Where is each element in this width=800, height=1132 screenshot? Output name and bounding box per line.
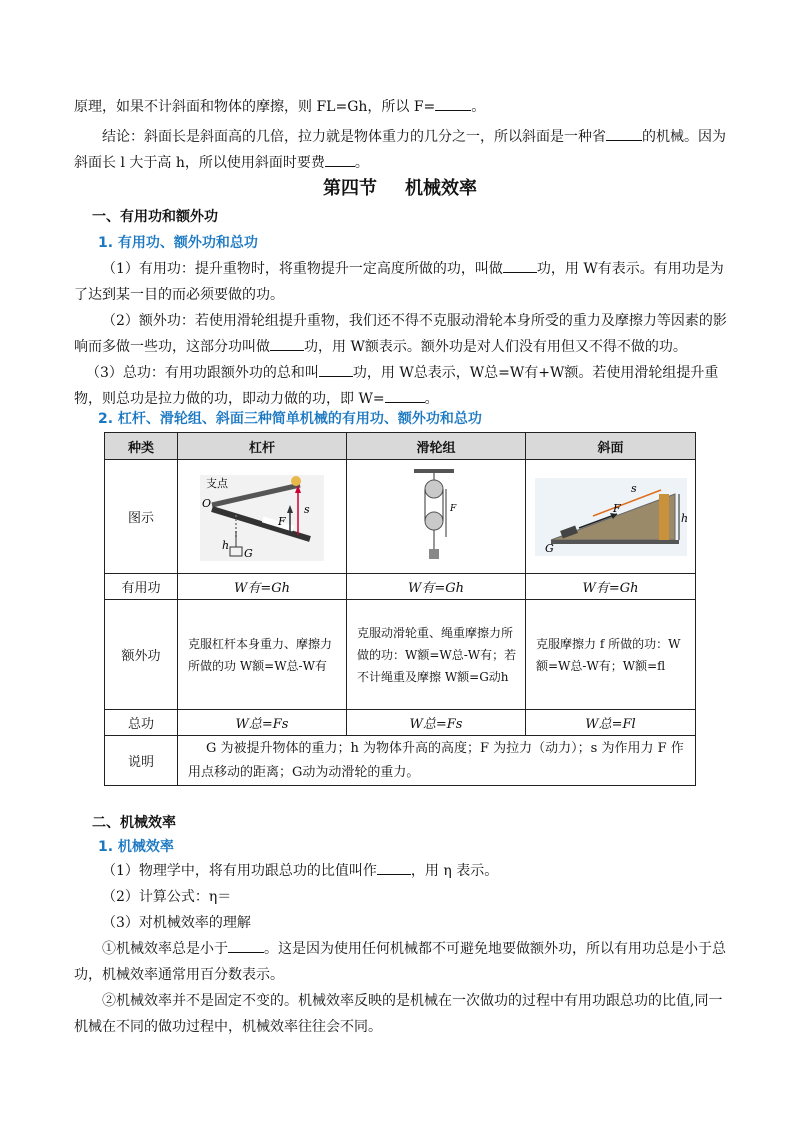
intro-text: 原理，如果不计斜面和物体的摩擦，则 FL=Gh，所以 F=: [74, 99, 436, 115]
answer-blank: [503, 257, 537, 273]
incline-useful: W有=Gh: [526, 574, 696, 600]
useful-work-paragraph: [74, 256, 734, 308]
weight-label: G: [431, 558, 438, 567]
para-end: 。: [424, 391, 439, 407]
eff-point-2: ②机械效率并不是固定不变的。机械效率反映的是机械在一次做功的过程中有用功跟总功的比值,同一机械在不同的做功过程中，机械效率往往会不同。: [74, 993, 723, 1035]
para-text: （2）额外功：若使用滑轮组提升重物，我们还不得不克服动滑轮本身所受的重力及摩擦力等因素的影响而多做一些功，这部分功叫做: [74, 313, 727, 355]
incline-figure-cell: [526, 460, 696, 574]
para-text: 。这是因为使用任何机械都不可避免地要做额外功，所以有用功总是小于总功，机械效率通常用百分数表示。: [74, 941, 726, 983]
header-pulley: 滑轮组: [347, 433, 526, 460]
row-label: 总功: [105, 710, 178, 736]
answer-blank: [319, 361, 353, 377]
para-text: ，用 η 表示。: [410, 863, 499, 879]
conclusion-end: 。: [354, 155, 369, 171]
row-label: 有用功: [105, 574, 178, 600]
pulley-total: W总=Fs: [347, 710, 526, 736]
answer-blank: [325, 151, 355, 167]
lever-useful: W有=Gh: [178, 574, 347, 600]
force-label: F: [612, 501, 621, 515]
header-lever: 杠杆: [178, 433, 347, 460]
para-text: （3）总功：有用功跟额外功的总和叫: [86, 365, 319, 381]
subheading-three-machines: 2. 杠杆、滑轮组、斜面三种简单机械的有用功、额外功和总功: [98, 411, 482, 427]
intro-line: [74, 94, 734, 120]
height-label: h: [680, 511, 688, 525]
distance-label: s: [304, 502, 310, 516]
efficiency-block: [74, 858, 734, 1040]
lever-total: W总=Fs: [178, 710, 347, 736]
total-work-paragraph: [74, 360, 734, 412]
fixed-pulley: [425, 480, 443, 498]
machines-table: [104, 432, 696, 786]
table-row-note: [105, 736, 696, 786]
incline-total: W总=Fl: [526, 710, 696, 736]
force-label: F: [278, 514, 286, 528]
lever-figure-cell: [178, 460, 347, 574]
para-text: 功，用 W有表示。有用功是为了达到某一目的而必须要做的功。: [74, 261, 724, 303]
section-number: 第四节: [323, 178, 377, 199]
conclusion-text: 的机械。因为斜面长 l 大于高 h，所以使用斜面时要费: [74, 129, 726, 171]
row-label: 额外功: [105, 600, 178, 710]
answer-blank: [270, 335, 304, 351]
conclusion-paragraph: [74, 124, 734, 176]
eff-formula: （2）计算公式：η＝: [102, 889, 232, 905]
table-row-total: [105, 710, 696, 736]
table-header-row: [105, 433, 696, 460]
para-text: 功，用 W总表示，W总=W有+W额。若使用滑轮组提升重物，则总功是拉力做的功，即动力做的功，即 W=: [74, 365, 719, 407]
pulley-extra: 克服动滑轮重、绳重摩擦力所做的功：W额=W总-W有；若不计绳重及摩擦 W额=G动h: [347, 600, 526, 710]
intro-block: [74, 94, 734, 176]
row-label: 说明: [105, 736, 178, 786]
weight-label: G: [244, 546, 253, 560]
eff-understanding: （3）对机械效率的理解: [102, 915, 251, 931]
extra-work-paragraph: [74, 308, 734, 360]
incline-extra: 克服摩擦力 f 所做的功：W额=W总-W有；W额=fl: [526, 600, 696, 710]
heading-useful-work: 一、有用功和额外功: [92, 209, 218, 225]
lever-diagram: [192, 469, 332, 565]
lever-extra: 克服杠杆本身重力、摩擦力所做的功 W额=W总-W有: [178, 600, 347, 710]
para-text: （1）有用功：提升重物时，将重物提升一定高度所做的功，叫做: [102, 261, 503, 277]
weight-label: G: [544, 541, 554, 555]
para-text: （1）物理学中，将有用功跟总功的比值叫作: [102, 863, 377, 879]
height-label: h: [222, 538, 230, 552]
intro-end: 。: [471, 99, 486, 115]
pulley-figure-cell: [347, 460, 526, 574]
section-title: [0, 174, 800, 200]
para-text: ①机械效率总是小于: [102, 941, 228, 957]
movable-pulley: [425, 512, 443, 530]
conclusion-text: 结论：斜面长是斜面高的几倍，拉力就是物体重力的几分之一，所以斜面是一种省: [102, 129, 606, 145]
answer-blank: [606, 125, 642, 141]
work-definitions: [74, 256, 734, 412]
eff-definition: [74, 858, 734, 884]
answer-blank: [435, 95, 471, 111]
header-incline: 斜面: [526, 433, 696, 460]
table-row-useful: [105, 574, 696, 600]
load-block: [429, 549, 439, 559]
eff-point-1: [74, 936, 734, 988]
pulley-useful: W有=Gh: [347, 574, 526, 600]
incline-diagram: [531, 472, 691, 562]
para-text: 功，用 W额表示。额外功是对人们没有用但又不得不做的功。: [304, 339, 687, 355]
table-row-extra: [105, 600, 696, 710]
answer-blank: [228, 937, 264, 953]
header-kind: 种类: [105, 433, 178, 460]
table-row-figure: [105, 460, 696, 574]
subheading-efficiency: 1. 机械效率: [98, 839, 174, 855]
answer-blank: [385, 387, 425, 403]
row-label: 图示: [105, 460, 178, 574]
distance-label: s: [630, 481, 637, 495]
heading-efficiency: 二、机械效率: [92, 815, 176, 831]
point-o-label: O: [202, 496, 212, 510]
answer-blank: [377, 859, 411, 875]
section-name: 机械效率: [405, 178, 477, 199]
pivot-label: 支点: [206, 476, 228, 490]
pulley-diagram: [406, 467, 466, 567]
note-text: G 为被提升物体的重力；h 为物体升高的高度；F 为拉力（动力）；s 为作用力 F 作用点移动的距离；G动为动滑轮的重力。: [178, 736, 696, 786]
force-label: F: [450, 503, 457, 514]
subheading-work-types: 1. 有用功、额外功和总功: [98, 235, 258, 251]
